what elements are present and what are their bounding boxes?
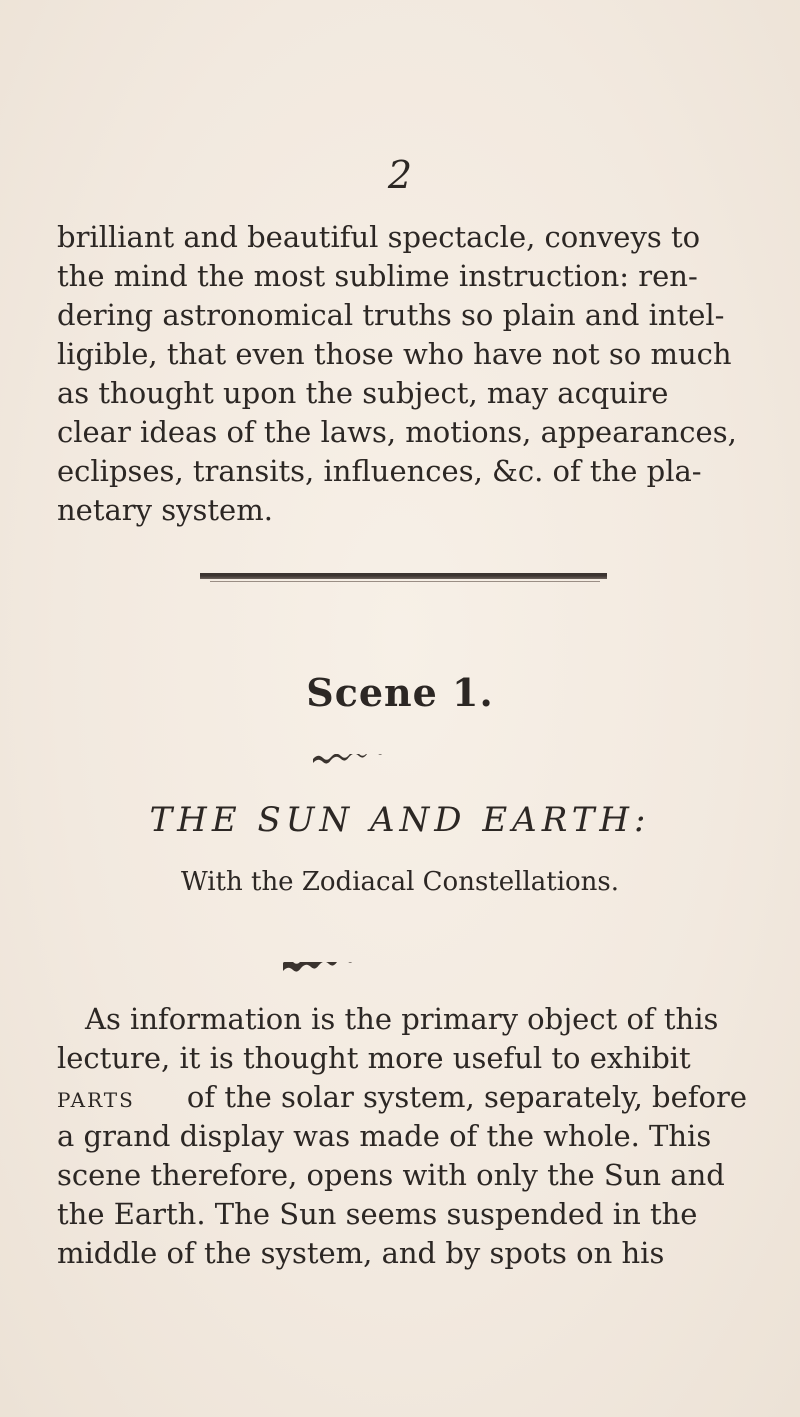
scene-heading: THE SUN AND EARTH: [149, 800, 651, 840]
ornament-flourish-icon [0, 962, 800, 978]
scene-label: Scene 1. [306, 670, 494, 715]
body-line-rest: of the solar system, separately, before [177, 1080, 747, 1114]
intro-line: clear ideas of the laws, motions, appearances, [57, 415, 737, 449]
body-line: As information is the primary object of this [85, 1002, 719, 1036]
intro-line: as thought upon the subject, may acquire [57, 376, 669, 410]
body-paragraph [57, 1000, 747, 1273]
intro-line: dering astronomical truths so plain and intel- [57, 298, 725, 332]
small-caps-word: parts [57, 1080, 135, 1114]
intro-line: ligible, that even those who have not so much [57, 337, 732, 371]
scene-subheading: With the Zodiacal Constellations. [180, 867, 620, 897]
intro-line: netary system. [57, 493, 273, 527]
body-line: lecture, it is thought more useful to exhibit [57, 1041, 691, 1075]
body-line: the Earth. The Sun seems suspended in the [57, 1197, 698, 1231]
ornament-flourish-icon [0, 754, 800, 770]
section-divider-rule-thin [210, 581, 600, 582]
body-line [57, 1078, 747, 1117]
body-line: middle of the system, and by spots on his [57, 1236, 665, 1270]
body-line: a grand display was made of the whole. This [57, 1119, 712, 1153]
body-line: scene therefore, opens with only the Sun and [57, 1158, 725, 1192]
section-divider-rule [200, 573, 607, 579]
intro-paragraph [57, 218, 747, 530]
intro-line: eclipses, transits, influences, &c. of the pla- [57, 454, 702, 488]
intro-line: the mind the most sublime instruction: ren- [57, 259, 698, 293]
intro-line: brilliant and beautiful spectacle, conveys to [57, 220, 701, 254]
page-number: 2 [387, 153, 413, 197]
